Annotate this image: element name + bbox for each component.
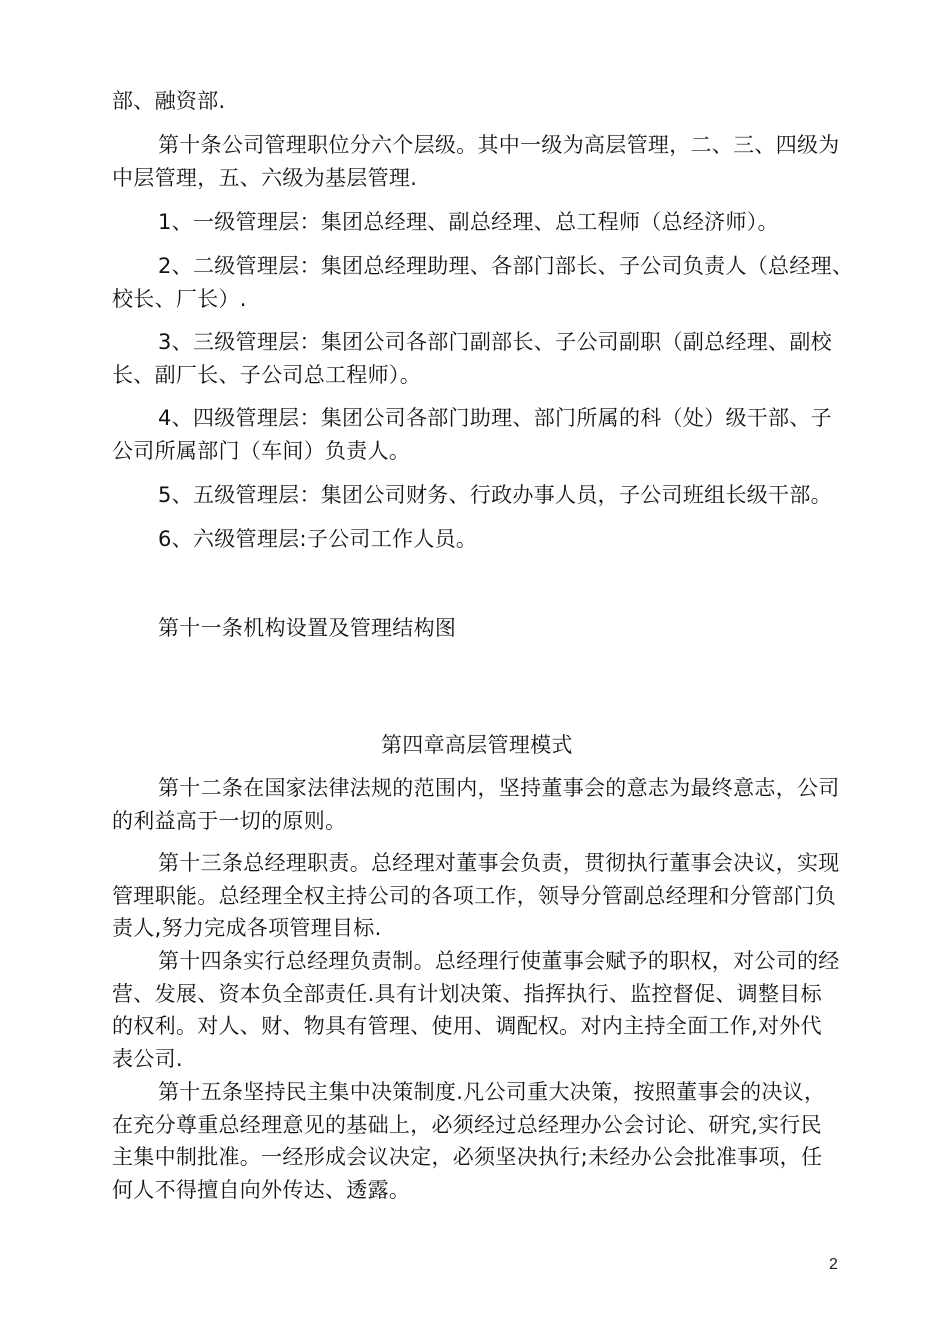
chapter-title: 第四章高层管理模式 (381, 733, 573, 757)
text-line: 4、四级管理层：集团公司各部门助理、部门所属的科（处）级干部、子 (158, 406, 832, 430)
text-line: 表公司. (112, 1047, 183, 1071)
text-line: 的利益高于一切的原则。 (112, 809, 347, 833)
text-line: 长、副厂长、子公司总工程师）。 (112, 363, 421, 387)
text-line: 营、发展、资本负全部责任.具有计划决策、指挥执行、监控督促、调整目标 (112, 982, 822, 1006)
text-line: 的权利。对人、财、物具有管理、使用、调配权。对内主持全面工作,对外代 (112, 1014, 822, 1038)
text-line: 公司所属部门（车间）负责人。 (112, 439, 411, 463)
text-line: 第十五条坚持民主集中决策制度.凡公司重大决策，按照董事会的决议， (158, 1080, 826, 1104)
text-line: 管理职能。总经理全权主持公司的各项工作，领导分管副总经理和分管部门负 (112, 884, 837, 908)
text-line: 中层管理，五、六级为基层管理. (112, 166, 418, 190)
text-line: 第十四条实行总经理负责制。总经理行使董事会赋予的职权，对公司的经 (158, 949, 840, 973)
text-line: 第十二条在国家法律法规的范围内，坚持董事会的意志为最终意志，公司 (158, 776, 840, 800)
text-line: 责人,努力完成各项管理目标. (112, 916, 382, 940)
text-line: 5、五级管理层：集团公司财务、行政办事人员，子公司班组长级干部。 (158, 483, 832, 507)
text-line: 第十条公司管理职位分六个层级。其中一级为高层管理，二、三、四级为 (158, 133, 840, 157)
page-number: 2 (829, 1256, 838, 1273)
text-line: 主集中制批准。一经形成会议决定，必须坚决执行;未经办公会批准事项，任 (112, 1145, 823, 1169)
text-line: 第十三条总经理职责。总经理对董事会负责，贯彻执行董事会决议，实现 (158, 851, 840, 875)
text-line: 在充分尊重总经理意见的基础上，必须经过总经理办公会讨论、研究,实行民 (112, 1113, 822, 1137)
text-line: 2、二级管理层：集团总经理助理、各部门部长、子公司负责人（总经理、 (158, 254, 854, 278)
section-heading: 第十一条机构设置及管理结构图 (158, 616, 457, 640)
text-line: 何人不得擅自向外传达、透露。 (112, 1178, 411, 1202)
text-line: 6、六级管理层:子公司工作人员。 (158, 527, 478, 551)
text-line: 1、一级管理层：集团总经理、副总经理、总工程师（总经济师）。 (158, 210, 779, 234)
text-line: 校长、厂长）. (112, 287, 247, 311)
text-line: 部、融资部. (112, 89, 226, 113)
text-line: 3、三级管理层：集团公司各部门副部长、子公司副职（副总经理、副校 (158, 330, 832, 354)
